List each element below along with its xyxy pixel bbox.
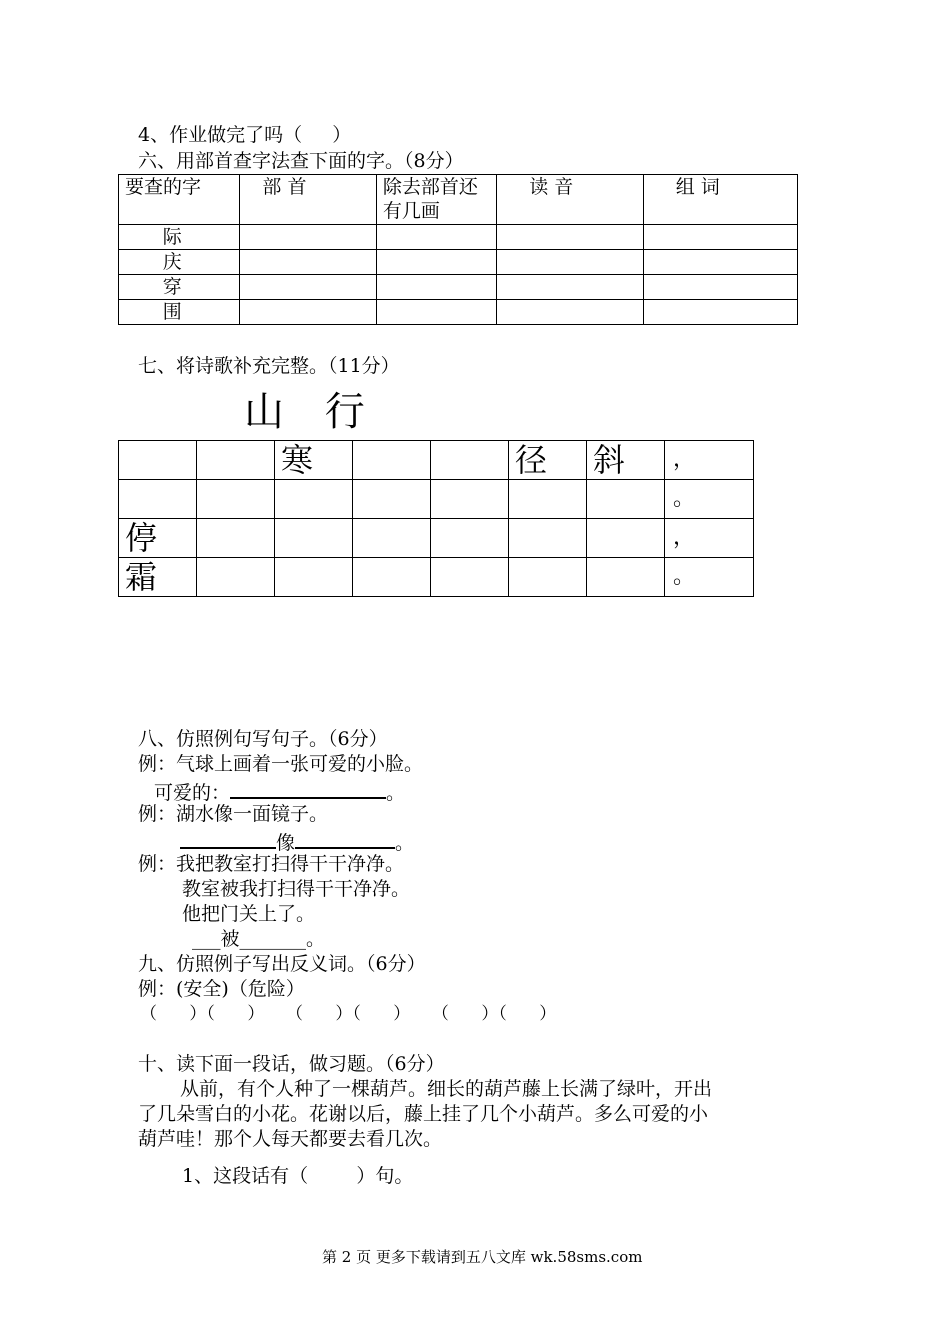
poem-punct: 。 (665, 480, 754, 519)
poem-cell[interactable] (119, 441, 197, 480)
answer-blank[interactable] (180, 827, 276, 849)
section-6-title: 六、用部首查字法查下面的字。（8分） (138, 150, 464, 172)
poem-cell[interactable] (431, 519, 509, 558)
section-7-title: 七、将诗歌补充完整。（11分） (138, 355, 400, 377)
char-cell: 穿 (119, 275, 240, 300)
poem-cell[interactable] (431, 441, 509, 480)
section-10-title: 十、读下面一段话，做习题。（6分） (138, 1053, 445, 1075)
example-3-prompt: 他把门关上了。 (182, 903, 316, 925)
answer-cell[interactable] (643, 250, 797, 275)
answer-cell[interactable] (376, 250, 496, 275)
poem-cell[interactable] (587, 519, 665, 558)
example-3: 例：我把教室打扫得干干净净。 (138, 853, 405, 875)
header-strokes: 除去部首还 有几画 (376, 175, 496, 225)
char-cell: 围 (119, 300, 240, 325)
answer-cell[interactable] (376, 275, 496, 300)
answer-cell[interactable] (643, 300, 797, 325)
poem-cell[interactable] (353, 558, 431, 597)
example-3-answer[interactable]: ___被_______。 (192, 928, 326, 950)
answer-cell[interactable] (240, 275, 376, 300)
passage-line: 从前，有个人种了一棵葫芦。细长的葫芦藤上长满了绿叶，开出 (180, 1078, 713, 1100)
poem-cell[interactable] (119, 480, 197, 519)
poem-cell[interactable] (197, 441, 275, 480)
section-8-title: 八、仿照例句写句子。（6分） (138, 728, 388, 750)
header-radical: 部 首 (240, 175, 376, 225)
poem-cell[interactable] (431, 558, 509, 597)
poem-cell[interactable] (587, 480, 665, 519)
answer-cell[interactable] (497, 225, 643, 250)
example-3-passive: 教室被我打扫得干干净净。 (182, 878, 411, 900)
answer-cell[interactable] (497, 250, 643, 275)
header-words: 组 词 (643, 175, 797, 225)
poem-cell: 径 (509, 441, 587, 480)
poem-cell[interactable] (509, 558, 587, 597)
header-char: 要查的字 (119, 175, 240, 225)
poem-cell[interactable] (353, 441, 431, 480)
poem-grid (118, 440, 754, 597)
answer-cell[interactable] (376, 225, 496, 250)
answer-cell[interactable] (240, 250, 376, 275)
question-4: 4、作业做完了吗（ ） (138, 124, 352, 146)
radical-lookup-table (118, 174, 798, 325)
page-footer: 第 2 页 更多下载请到五八文库 wk.58sms.com (322, 1248, 643, 1266)
poem-cell[interactable] (353, 519, 431, 558)
example-1-answer: 可爱的： 。 (154, 777, 405, 805)
poem-cell[interactable] (353, 480, 431, 519)
poem-cell[interactable] (197, 480, 275, 519)
answer-cell[interactable] (240, 300, 376, 325)
poem-cell[interactable] (197, 558, 275, 597)
answer-cell[interactable] (497, 275, 643, 300)
char-cell: 庆 (119, 250, 240, 275)
poem-cell: 寒 (275, 441, 353, 480)
antonym-blanks[interactable]: （ ）（ ） （ ）（ ） （ ）（ ） (140, 1004, 557, 1024)
answer-cell[interactable] (376, 300, 496, 325)
poem-cell[interactable] (509, 480, 587, 519)
example-1: 例：气球上画着一张可爱的小脸。 (138, 753, 424, 775)
poem-title: 山 行 (244, 389, 379, 435)
passage-line: 葫芦哇！那个人每天都要去看几次。 (138, 1128, 443, 1150)
answer-blank[interactable] (295, 827, 395, 849)
example-2: 例：湖水像一面镜子。 (138, 803, 329, 825)
answer-cell[interactable] (643, 225, 797, 250)
answer-cell[interactable] (643, 275, 797, 300)
poem-cell[interactable] (587, 558, 665, 597)
poem-punct: ， (665, 441, 754, 480)
answer-cell[interactable] (240, 225, 376, 250)
section-9-title: 九、仿照例子写出反义词。（6分） (138, 953, 426, 975)
poem-punct: 。 (665, 558, 754, 597)
example-2-answer: 像 。 (180, 827, 414, 855)
poem-cell: 霜 (119, 558, 197, 597)
poem-cell[interactable] (275, 519, 353, 558)
header-pronunciation: 读 音 (497, 175, 643, 225)
poem-cell[interactable] (275, 480, 353, 519)
poem-cell[interactable] (275, 558, 353, 597)
poem-punct: ， (665, 519, 754, 558)
answer-cell[interactable] (497, 300, 643, 325)
antonym-example: 例：(安全)（危险） (138, 978, 305, 1000)
question-10-1: 1、这段话有（ ）句。 (182, 1165, 414, 1187)
poem-cell[interactable] (431, 480, 509, 519)
char-cell: 际 (119, 225, 240, 250)
answer-blank[interactable] (230, 777, 386, 799)
poem-cell: 斜 (587, 441, 665, 480)
poem-cell[interactable] (197, 519, 275, 558)
poem-cell[interactable] (509, 519, 587, 558)
poem-cell: 停 (119, 519, 197, 558)
passage-line: 了几朵雪白的小花。花谢以后，藤上挂了几个小葫芦。多么可爱的小 (138, 1103, 709, 1125)
